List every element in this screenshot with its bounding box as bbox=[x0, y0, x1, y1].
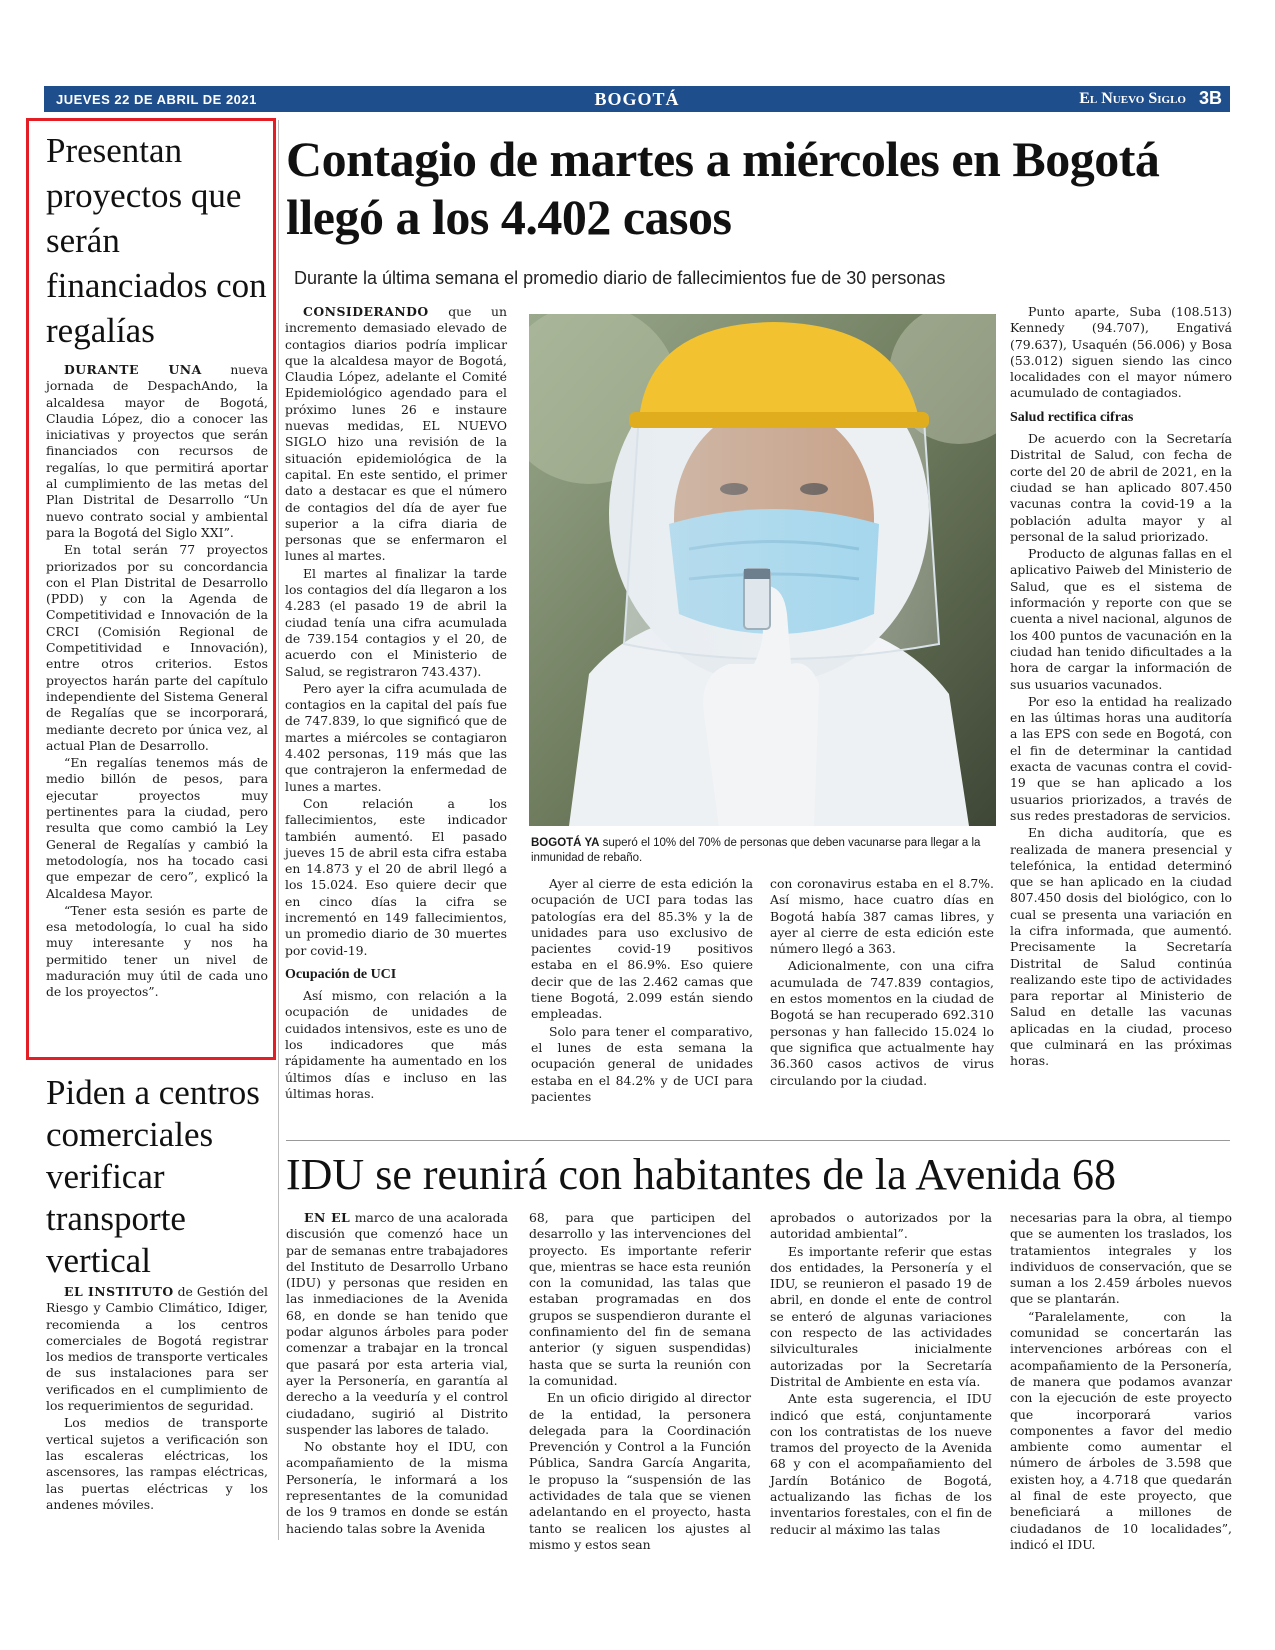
section-name: BOGOTÁ bbox=[594, 89, 680, 109]
paragraph: “Tener esta sesión es parte de esa metodología, lo cual ha sido muy interesante y nos ha permitido tener un nivel de maduración muy útil de cada uno de los proyectos”. bbox=[46, 902, 268, 1000]
main-photo bbox=[529, 314, 996, 826]
main-column-2 bbox=[531, 876, 753, 1106]
paragraph: Adicionalmente, con una cifra acumulada de 747.839 contagios, en estos momentos en la ciudad de Bogotá se han recuperado 692.310 personas y han fallecido 15.024 lo que significa que actualmente hay 36.360 casos activos de virus circulando por la ciudad. bbox=[770, 958, 994, 1088]
idu-column-2 bbox=[529, 1210, 751, 1554]
side-article-1-title: Presentan proyectos que serán financiados con regalías bbox=[46, 131, 267, 350]
subheading: Ocupación de UCI bbox=[285, 966, 397, 982]
page-number: 3B bbox=[1198, 88, 1222, 108]
idu-column-1 bbox=[286, 1210, 508, 1538]
side-article-1-body bbox=[46, 362, 268, 1002]
main-column-4 bbox=[1010, 304, 1232, 1071]
paragraph: “En regalías tenemos más de medio billón de pesos, para ejecutar proyectos muy pertinentes para la ciudad, pero resulta que como cambió la Ley General de Regalías y cambió la metodología, nos ha tocado casi que empezar de cero”, explicó la Alcaldesa Mayor. bbox=[46, 755, 268, 901]
paragraph: Es importante referir que estas dos entidades, la Personería y el IDU, se reunieron el pasado 19 de abril, en donde el ente de control se enteró de algunas variaciones con respecto de las actividades silviculturales inicialmente autorizadas por la Secretaría Distrital de Ambiente en esta vía. bbox=[770, 1243, 992, 1389]
paragraph: necesarias para la obra, al tiempo que se aumenten los traslados, los tratamientos integrales y los individuos de conservación, que se suman a los 2.459 árboles nuevos que se plantarán. bbox=[1010, 1210, 1232, 1307]
paragraph: En un oficio dirigido al director de la entidad, la personera delegada para la Coordinación Prevención y Control a la Función Pública, Sandra García Angarita, le propuso la “suspensión de las actividades de tala que se vienen adelantando en el proyecto, hasta tanto se realicen los ajustes al mismo y estos sean bbox=[529, 1390, 751, 1552]
side-article-2-title: Piden a centros comerciales verificar transporte vertical bbox=[46, 1073, 260, 1280]
side-article-2-body bbox=[46, 1284, 268, 1514]
side-article-1-kicker: DURANTE UNA bbox=[64, 362, 202, 377]
caption-text: superó el 10% del 70% de personas que deben vacunarse para llegar a la inmunidad de rebaño. bbox=[531, 837, 981, 864]
masthead-bar bbox=[44, 86, 1230, 112]
idu-column-3 bbox=[770, 1210, 992, 1539]
paragraph: El martes al finalizar la tarde los contagios del día llegaron a los 4.283 (el pasado 19 de abril la ciudad tenía una cifra acumulada de 739.154 contagios y el 20, de acuerdo con el Ministerio de Salud, se registraron 743.437). bbox=[285, 565, 507, 679]
main-column-1 bbox=[285, 304, 507, 1103]
paragraph: Ante esta sugerencia, el IDU indicó que está, conjuntamente con los contratistas de los nueve tramos del proyecto de la Avenida 68 y con el acompañamiento del Jardín Botánico de Bogotá, actualizando las fichas de los inventarios forestales, con el fin de reducir al máximo las talas bbox=[770, 1391, 992, 1537]
main-subheadline: Durante la última semana el promedio diario de fallecimientos fue de 30 personas bbox=[294, 268, 946, 288]
paragraph: De acuerdo con la Secretaría Distrital de Salud, con fecha de corte del 20 de abril de 2021, en la ciudad se han aplicado 807.450 vacunas contra la covid-19 a la población adulta mayor y al personal de la salud priorizado. bbox=[1010, 431, 1232, 544]
newspaper-name: El Nuevo Siglo bbox=[1079, 90, 1186, 107]
paragraph: No obstante hoy el IDU, con acompañamiento de la misma Personería, le informará a los representantes de la comunidad de los 9 tramos en donde se están haciendo talas sobre la Avenida bbox=[286, 1439, 508, 1536]
paragraph: Los medios de transporte vertical sujetos a verificación son las escaleras eléctricas, los ascensores, las rampas eléctricas, las puertas eléctricas y los andenes móviles. bbox=[46, 1415, 268, 1512]
subheading: Salud rectifica cifras bbox=[1010, 409, 1134, 425]
paragraph: Punto aparte, Suba (108.513) Kennedy (94.707), Engativá (79.637), Usaquén (56.006) y Bosa (53.012) siguen siendo las cinco localidades con el mayor número acumulado de contagiados. bbox=[1010, 304, 1232, 401]
paragraph: Así mismo, con relación a la ocupación de unidades de cuidados intensivos, este es uno de los indicadores que más rápidamente ha aumentado en los últimos días e incluso en las últimas horas. bbox=[285, 988, 507, 1101]
side-article-2-kicker: EL INSTITUTO bbox=[64, 1284, 174, 1299]
paragraph: En total serán 77 proyectos priorizados por su concordancia con el Plan Distrital de Desarrollo (PDD) y con la Agenda de Competitividad e Innovación de la CRCI (Comisión Regional de Competitividad e Innovación), entre otros criterios. Estos proyectos harán parte del capítulo independiente del Sistema General de Regalías que se incorporará, mediante decreto por única vez, al actual Plan de Desarrollo. bbox=[46, 542, 268, 753]
paragraph: Con relación a los fallecimientos, este indicador también aumentó. El pasado jueves 15 de abril esta cifra estaba en 14.873 y el 20 de abril llegó a los 15.024. Eso quiere decir que en cinco días la cifra se incrementó en 149 fallecimientos, un promedio diario de 30 muertes por covid-19. bbox=[285, 795, 507, 958]
paragraph: Solo para tener el comparativo, el lunes de esta semana la ocupación general de unidades estaba en el 84.2% y de UCI para pacientes bbox=[531, 1023, 753, 1104]
paragraph: que un incremento demasiado elevado de contagios diarios podría implicar que la alcaldesa mayor de Bogotá, Claudia López, adelante el Comité Epidemiológico agendado para el próximo lunes 26 e instaure nuevas medidas, EL NUEVO SIGLO hizo una revisión de la situación epidemiológica de la capital. En este sentido, el primer dato a destacar es que el número de contagios del día de ayer fue superior a la cifra diaria de personas que se enfermaron el lunes al martes. bbox=[285, 304, 507, 564]
idu-headline: IDU se reunirá con habitantes de la Avenida 68 bbox=[286, 1150, 1117, 1199]
main-column-3 bbox=[770, 876, 994, 1090]
paragraph: aprobados o autorizados por la autoridad ambiental”. bbox=[770, 1210, 992, 1242]
paragraph: 68, para que participen del desarrollo y las intervenciones del proyecto. Es importante referir que, mientras se hace esta reunión con la comunidad, las talas que estaban programadas en dos grupos se suspendieron durante el confinamiento del fin de semana anterior (y siguen suspendidas) hasta que se surta la reunión con la comunidad. bbox=[529, 1210, 751, 1388]
paragraph: de Gestión del Riesgo y Cambio Climático, Idiger, recomienda a los centros comerciales de Bogotá registrar los medios de transporte verticales de sus instalaciones para ser verificados en el cumplimiento de los requerimientos de seguridad. bbox=[46, 1284, 268, 1414]
column-divider bbox=[278, 120, 279, 1540]
paragraph: Por eso la entidad ha realizado en las últimas horas una auditoría a las EPS con sede en Bogotá, con el fin de determinar la cantidad exacta de vacunas contra el covid-19 que se han aplicado a los usuarios priorizados, a través de sus redes prestadoras de servicios. bbox=[1010, 693, 1232, 823]
paragraph: En dicha auditoría, que es realizada de manera presencial y telefónica, la entidad determinó que se han aplicado en la ciudad 807.450 dosis del biológico, con lo cual se presenta una variación en la cifra informada, que aumentó. Precisamente la Secretaría Distrital de Salud continúa realizando este tipo de actividades para reportar al Ministerio de Salud en detalle las vacunas aplicadas en la ciudad, proceso que culminará en las próximas horas. bbox=[1010, 825, 1232, 1069]
paragraph: Producto de algunas fallas en el aplicativo Paiweb del Ministerio de Salud, que es el sistema de información y reporte con que se cuenta a nivel nacional, algunos de los 400 puntos de vacunación en la ciudad han tenido dificultades a la hora de cargar la información de sus usuarios vacunados. bbox=[1010, 546, 1232, 692]
paragraph: nueva jornada de DespachAndo, la alcaldesa mayor de Bogotá, Claudia López, dio a conocer las iniciativas y proyectos que serán financiados con recursos de regalías, lo que permitirá aportar al cumplimiento de las metas del Plan Distrital de Desarrollo “Un nuevo contrato social y ambiental para la Bogotá del Siglo XXI”. bbox=[46, 362, 269, 540]
paragraph: “Paralelamente, con la comunidad se concertarán las intervenciones arbóreas con el acompañamiento de la Personería, de manera que podamos avanzar con la ejecución de este proyecto que incorporará varios componentes a favor del medio ambiente como aumentar el número de árboles de 3.598 que existen hoy, a 4.718 que quedarán al final de este proyecto, que beneficiará a millones de ciudadanos de 10 localidades”, indicó el IDU. bbox=[1010, 1308, 1232, 1552]
main-kicker: CONSIDERANDO bbox=[303, 304, 429, 319]
idu-column-4 bbox=[1010, 1210, 1232, 1554]
issue-date: JUEVES 22 DE ABRIL DE 2021 bbox=[56, 92, 257, 107]
paragraph: con coronavirus estaba en el 8.7%. Así mismo, hace cuatro días en Bogotá había 387 camas libres, y ayer al cierre de esta edición este número llegó a 363. bbox=[770, 876, 994, 957]
paragraph: marco de una acalorada discusión que comenzó hace un par de semanas entre trabajadores del Instituto de Desarrollo Urbano (IDU) y personas que residen en las inmediaciones de la Avenida 68, en donde se han tenido que podar algunos árboles para poder comenzar a trabajar en la troncal que pasará por esta arteria vial, ayer la Personería, en garantía al derecho a la veeduría y el control ciudadano, sugirió al Distrito suspender las labores de talado. bbox=[286, 1210, 508, 1437]
paragraph: Pero ayer la cifra acumulada de contagios en la capital del país fue de 747.839, lo que significó que de martes a miércoles se contagiaron 4.402 personas, 119 más que las que contrajeron la enfermedad de lunes a martes. bbox=[285, 680, 507, 794]
idu-kicker: EN EL bbox=[304, 1210, 351, 1225]
section-divider bbox=[286, 1140, 1230, 1141]
photo-caption bbox=[531, 836, 996, 866]
caption-kicker: BOGOTÁ YA bbox=[531, 837, 600, 849]
main-headline: Contagio de martes a miércoles en Bogotá llegó a los 4.402 casos bbox=[286, 131, 1160, 245]
paragraph: Ayer al cierre de esta edición la ocupación de UCI para todas las patologías era del 85.3% y la de unidades para uso exclusivo de pacientes covid-19 positivos estaba en el 86.9%. Eso quiere decir que de las 2.462 camas que tiene Bogotá, 2.099 están siendo empleadas. bbox=[531, 876, 753, 1022]
